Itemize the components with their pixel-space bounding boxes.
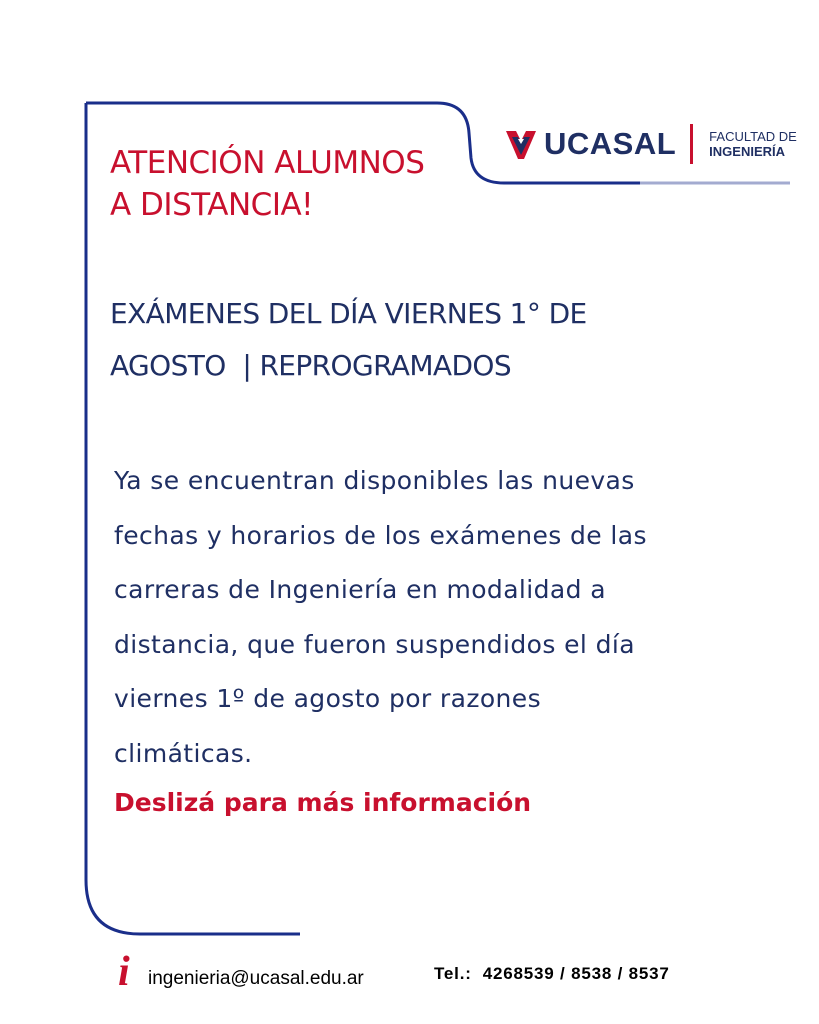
exam-subtitle	[110, 288, 587, 392]
swipe-cta: Deslizá para más información	[114, 788, 532, 817]
ucasal-logo-icon	[504, 127, 538, 161]
body-line-3: carreras de Ingeniería en modalidad a	[114, 575, 606, 604]
logo-name: UCASAL	[544, 126, 677, 161]
subtitle-line-1: EXÁMENES DEL DÍA VIERNES 1° DE	[110, 297, 587, 330]
contact-email[interactable]: ingenieria@ucasal.edu.ar	[148, 968, 364, 989]
contact-footer	[0, 948, 819, 1008]
logo-faculty	[709, 129, 797, 159]
contact-phone: Tel.: 4268539 / 8538 / 8537	[434, 964, 670, 983]
page-title	[110, 142, 424, 226]
info-icon: i	[118, 949, 130, 995]
title-line-2: A DISTANCIA!	[110, 187, 314, 223]
faculty-line-1: FACULTAD DE	[709, 129, 797, 144]
body-line-1: Ya se encuentran disponibles las nuevas	[114, 466, 635, 495]
faculty-line-2: INGENIERÍA	[709, 144, 786, 159]
body-line-6: climáticas.	[114, 738, 253, 768]
subtitle-line-2: AGOSTO | REPROGRAMADOS	[110, 349, 512, 382]
body-line-5: viernes 1º de agosto por razones	[114, 684, 541, 713]
announcement-body	[114, 454, 754, 781]
ucasal-logo	[504, 122, 797, 166]
title-line-1: ATENCIÓN ALUMNOS	[110, 145, 425, 181]
body-line-4: distancia, que fueron suspendidos el día	[114, 629, 635, 659]
body-line-2: fechas y horarios de los exámenes de las	[114, 520, 647, 550]
logo-divider	[690, 124, 693, 164]
